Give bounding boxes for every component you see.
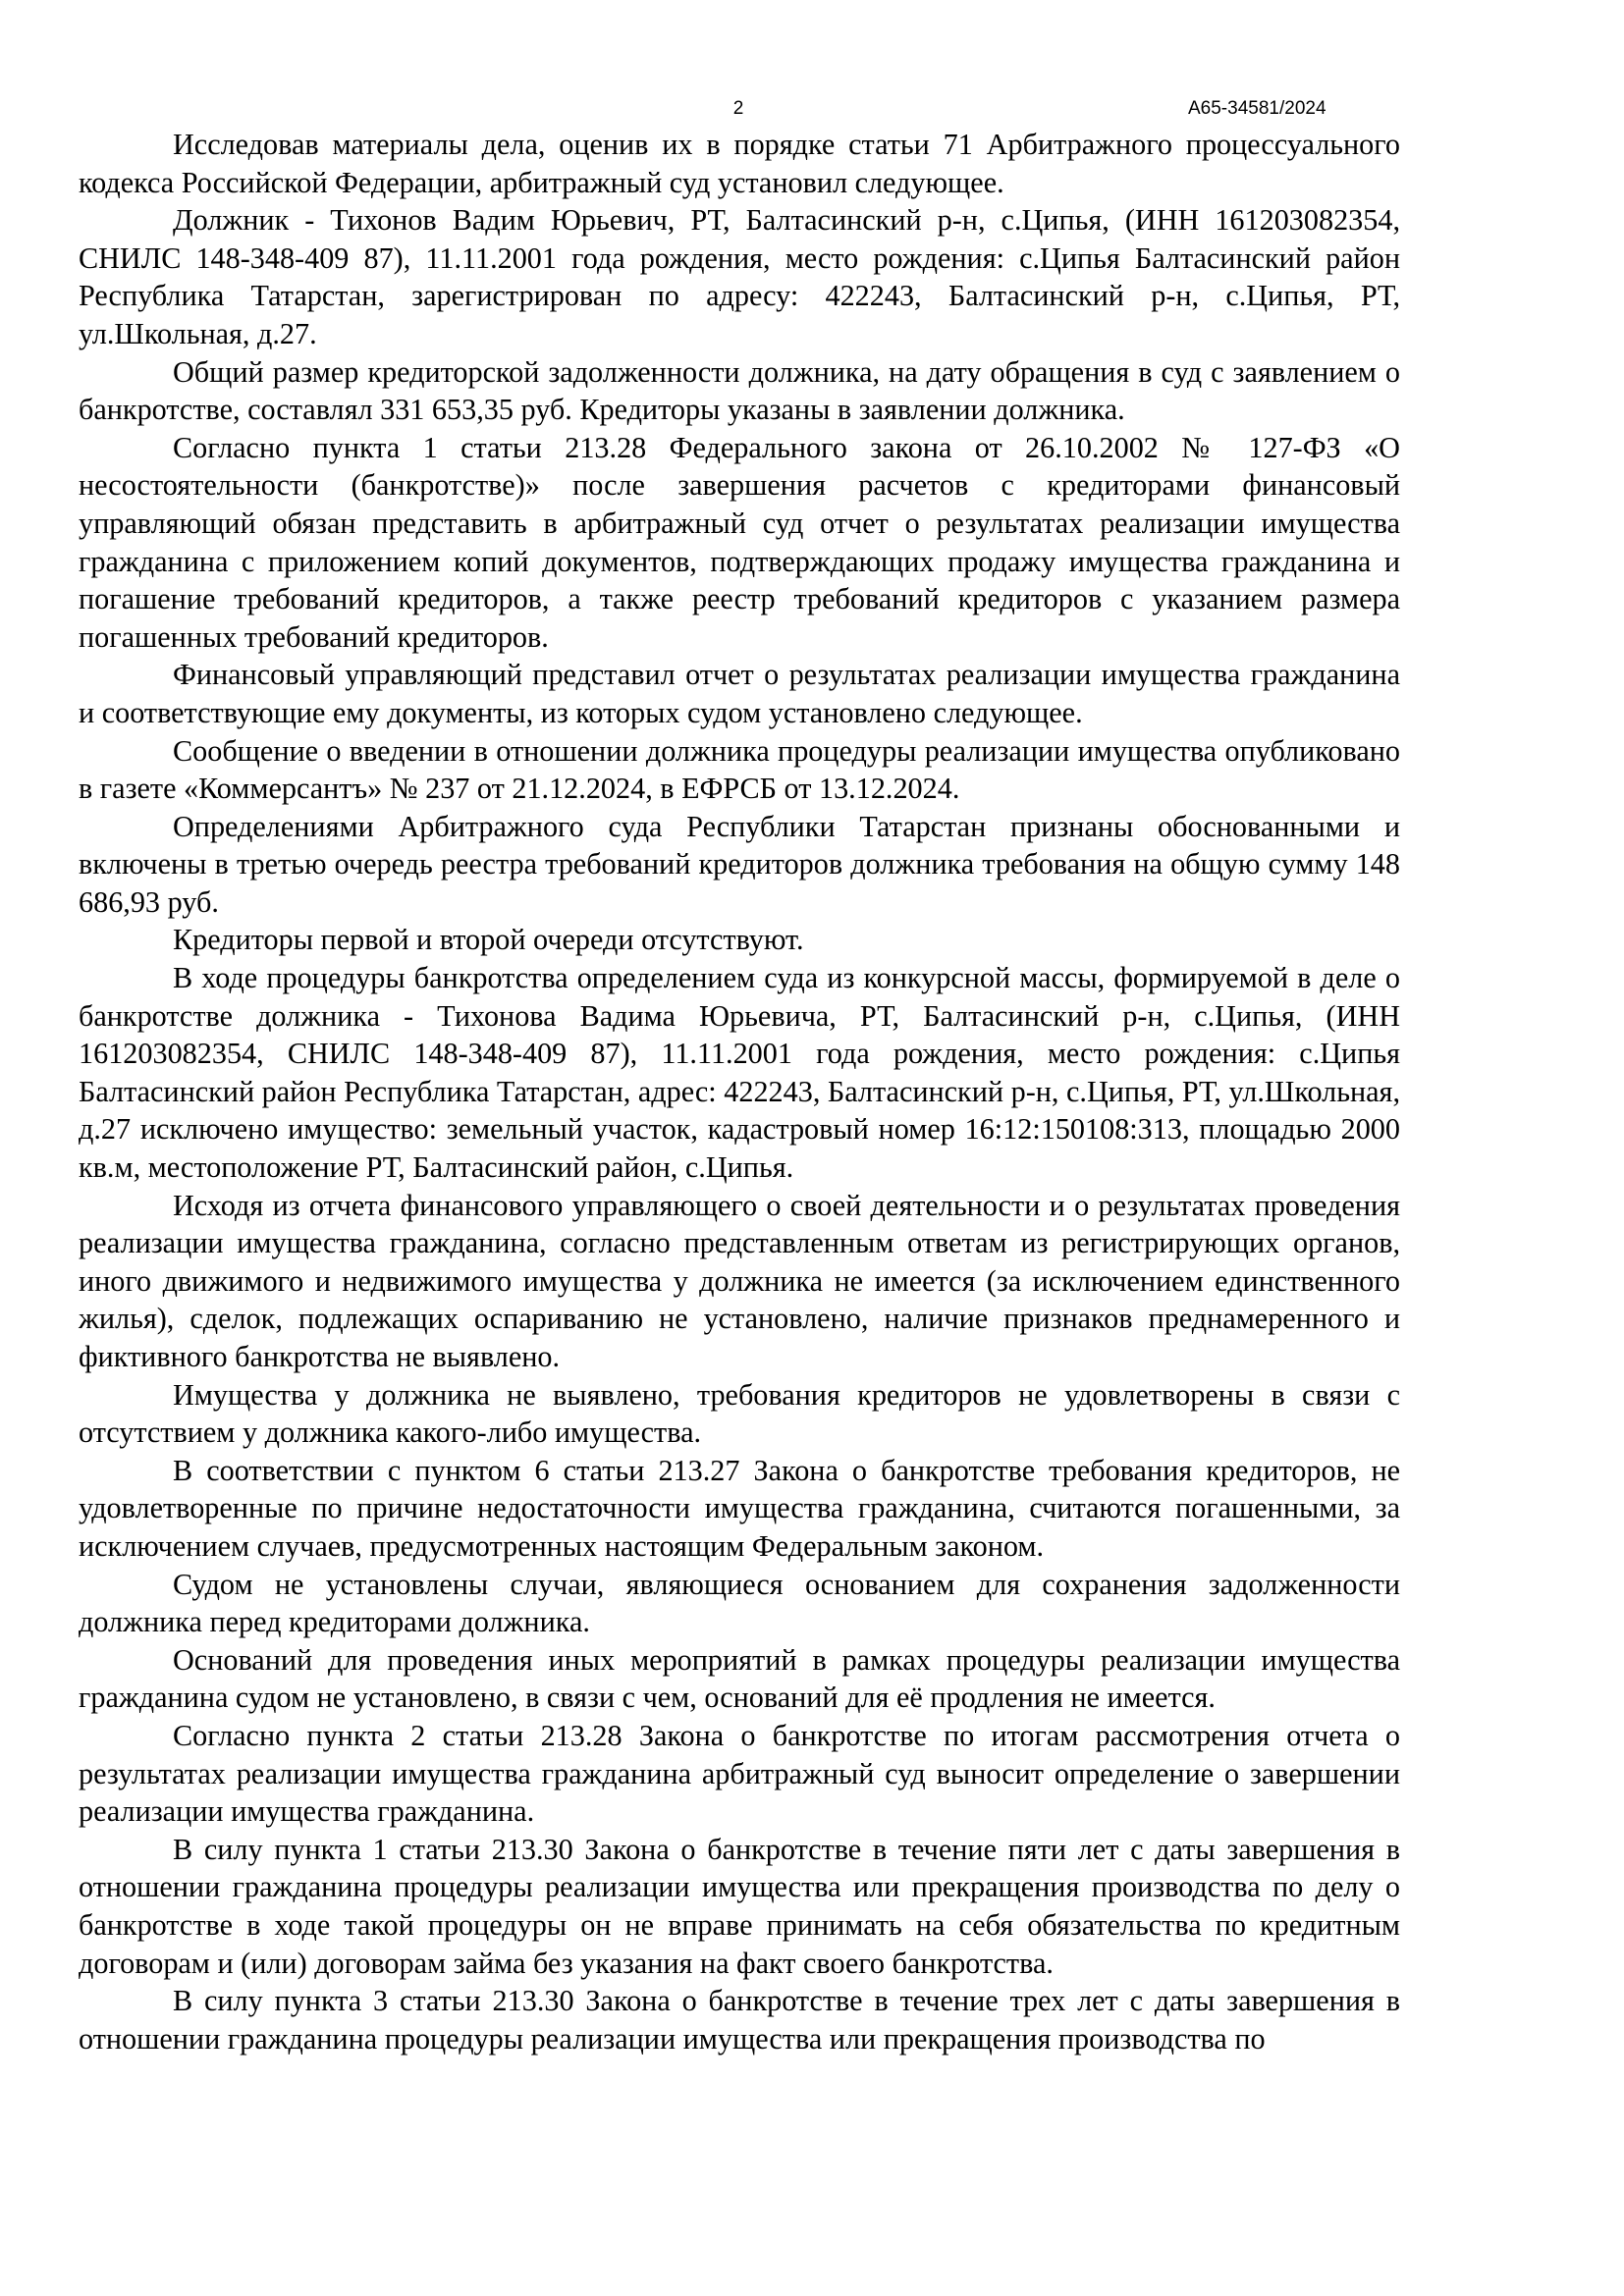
paragraph-5: Финансовый управляющий представил отчет о результатах реализации имущества гражданина и соответствующие ему документы, из которых судом установлено следующее.	[79, 658, 1400, 729]
paragraph-3: Общий размер кредиторской задолженности должника, на дату обращения в суд с заявлением о банкротстве, составлял 331 653,35 руб. Кредиторы указаны в заявлении должника.	[79, 354, 1400, 427]
paragraph-2: Должник - Тихонов Вадим Юрьевич, РТ, Балтасинский р-н, с.Ципья, (ИНН 161203082354, СНИЛС 148-348-409 87), 11.11.2001 года рождения, место рождения: с.Ципья Балтасинский район Республика Татарстан, зарегистрирован по адресу: 422243, Балтасинский р-н, с.Ципья, РТ, ул.Школьная, д.27.	[79, 203, 1400, 350]
case-number: А65-34581/2024	[1188, 98, 1326, 119]
paragraph-1: Исследовав материалы дела, оценив их в порядке статьи 71 Арбитражного процессуального кодекса Российской Федерации, арбитражный суд установил следующее.	[79, 128, 1400, 199]
paragraph-4: Согласно пункта 1 статьи 213.28 Федерального закона от 26.10.2002 № 127-ФЗ «О несостоятельности (банкротстве)» после завершения расчетов с кредиторами финансовый управляющий обязан представить в арбитражный суд отчет о результатах реализации имущества гражданина с приложением копий документов, подтверждающих продажу имущества гражданина и погашение требований кредиторов, а также реестр требований кредиторов с указанием размера погашенных требований кредиторов.	[79, 430, 1400, 654]
paragraph-9: В ходе процедуры банкротства определением суда из конкурсной массы, формируемой в деле о банкротстве должника - Тихонова Вадима Юрьевича, РТ, Балтасинский р-н, с.Ципья, (ИНН 161203082354, СНИЛС 148-348-409 87), 11.11.2001 года рождения, место рождения: с.Ципья Балтасинский район Республика Татарстан, адрес: 422243, Балтасинский р-н, с.Ципья, РТ, ул.Школьная, д.27 исключено имущество: земельный участок, кадастровый номер 16:12:150108:313, площадью 2000 кв.м, местоположение РТ, Балтасинский район, с.Ципья.	[79, 961, 1400, 1185]
page-number: 2	[732, 98, 744, 119]
paragraph-8: Кредиторы первой и второй очереди отсутствуют.	[173, 923, 804, 957]
paragraph-13: Судом не установлены случаи, являющиеся основанием для сохранения задолженности должника перед кредиторами должника.	[79, 1567, 1400, 1639]
paragraph-15: Согласно пункта 2 статьи 213.28 Закона о банкротстве по итогам рассмотрения отчета о результатах реализации имущества гражданина арбитражный суд выносит определение о завершении реализации имущества гражданина.	[79, 1718, 1400, 1829]
paragraph-11: Имущества у должника не выявлено, требования кредиторов не удовлетворены в связи с отсутствием у должника какого-либо имущества.	[79, 1377, 1400, 1450]
paragraph-16: В силу пункта 1 статьи 213.30 Закона о банкротстве в течение пяти лет с даты завершения в отношении гражданина процедуры реализации имущества или прекращения производства по делу о банкротстве в ходе такой процедуры он не вправе принимать на себя обязательства по кредитным договорам и (или) договорам займа без указания на факт своего банкротства.	[79, 1832, 1400, 1980]
paragraph-10: Исходя из отчета финансового управляющего о своей деятельности и о результатах проведения реализации имущества гражданина, согласно представленным ответам из регистрирующих органов, иного движимого и недвижимого имущества у должника не имеется (за исключением единственного жилья), сделок, подлежащих оспариванию не установлено, наличие признаков преднамеренного и фиктивного банкротства не выявлено.	[79, 1188, 1400, 1373]
paragraph-12: В соответствии с пунктом 6 статьи 213.27 Закона о банкротстве требования кредиторов, не удовлетворенные по причине недостаточности имущества гражданина, считаются погашенными, за исключением случаев, предусмотренных настоящим Федеральным законом.	[79, 1453, 1400, 1563]
document-body	[79, 126, 1400, 2057]
paragraph-7: Определениями Арбитражного суда Республики Татарстан признаны обоснованными и включены в третью очередь реестра требований кредиторов должника требования на общую сумму 148 686,93 руб.	[79, 809, 1400, 919]
paragraph-6: Сообщение о введении в отношении должника процедуры реализации имущества опубликовано в газете «Коммерсантъ» № 237 от 21.12.2024, в ЕФРСБ от 13.12.2024.	[79, 733, 1400, 806]
paragraph-14: Оснований для проведения иных мероприятий в рамках процедуры реализации имущества гражданина судом не установлено, в связи с чем, оснований для её продления не имеется.	[79, 1642, 1400, 1715]
paragraph-17: В силу пункта 3 статьи 213.30 Закона о банкротстве в течение трех лет с даты завершения в отношении гражданина процедуры реализации имущества или прекращения производства по	[79, 1984, 1400, 2056]
